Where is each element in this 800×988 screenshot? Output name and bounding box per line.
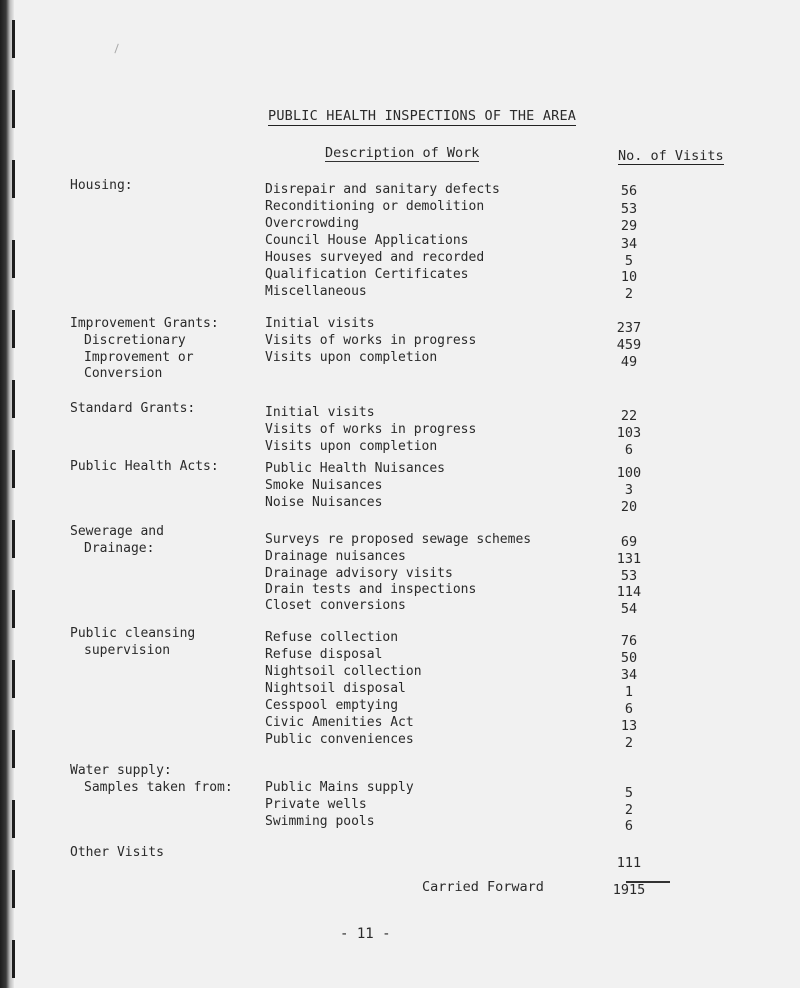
visit-count: 111 bbox=[616, 855, 642, 871]
visit-count: 56 bbox=[620, 183, 638, 199]
binding-edge bbox=[0, 0, 14, 988]
total-label: Carried Forward bbox=[422, 879, 544, 895]
work-description: Drainage advisory visits bbox=[265, 566, 453, 581]
work-description: Private wells bbox=[265, 797, 367, 812]
work-description: Qualification Certificates bbox=[265, 267, 469, 282]
visit-count: 34 bbox=[620, 236, 638, 252]
visit-count: 2 bbox=[624, 286, 634, 302]
visit-count: 29 bbox=[620, 218, 638, 234]
category-label: Public Health Acts: bbox=[70, 459, 219, 474]
work-description: Drain tests and inspections bbox=[265, 582, 477, 597]
work-description: Reconditioning or demolition bbox=[265, 199, 485, 214]
work-description: Overcrowding bbox=[265, 216, 359, 231]
binding-bracket bbox=[6, 870, 15, 908]
visit-count: 3 bbox=[624, 482, 634, 498]
work-description: Public Health Nuisances bbox=[265, 461, 446, 476]
work-description: Visits of works in progress bbox=[265, 333, 477, 348]
category-label: Drainage: bbox=[84, 541, 155, 556]
work-description: Public conveniences bbox=[265, 732, 414, 747]
binding-bracket bbox=[6, 380, 15, 418]
work-description: Closet conversions bbox=[265, 598, 406, 613]
page-number: - 11 - bbox=[340, 926, 391, 942]
category-label: Water supply: bbox=[70, 763, 172, 778]
work-description: Swimming pools bbox=[265, 814, 375, 829]
category-label: Improvement Grants: bbox=[70, 316, 219, 331]
visit-count: 54 bbox=[620, 601, 638, 617]
category-label: Public cleansing bbox=[70, 626, 196, 641]
work-description: Refuse collection bbox=[265, 630, 399, 645]
binding-bracket bbox=[6, 20, 15, 58]
visit-count: 76 bbox=[620, 633, 638, 649]
visit-count: 53 bbox=[620, 201, 638, 217]
category-label: Improvement or bbox=[84, 350, 194, 365]
work-description: Noise Nuisances bbox=[265, 495, 383, 510]
binding-bracket bbox=[6, 590, 15, 628]
work-description: Nightsoil collection bbox=[265, 664, 422, 679]
work-description: Drainage nuisances bbox=[265, 549, 406, 564]
binding-bracket bbox=[6, 310, 15, 348]
work-description: Surveys re proposed sewage schemes bbox=[265, 532, 532, 547]
visit-count: 5 bbox=[624, 785, 634, 801]
work-description: Miscellaneous bbox=[265, 284, 367, 299]
work-description: Cesspool emptying bbox=[265, 698, 399, 713]
category-label: Samples taken from: bbox=[84, 780, 233, 795]
visit-count: 237 bbox=[616, 320, 642, 336]
binding-bracket bbox=[6, 90, 15, 128]
work-description: Visits upon completion bbox=[265, 350, 438, 365]
visit-count: 103 bbox=[616, 425, 642, 441]
binding-bracket bbox=[6, 730, 15, 768]
page-title: PUBLIC HEALTH INSPECTIONS OF THE AREA bbox=[268, 108, 577, 124]
visit-count: 5 bbox=[624, 253, 634, 269]
visit-count: 6 bbox=[624, 442, 634, 458]
visit-count: 131 bbox=[616, 551, 642, 567]
binding-bracket bbox=[6, 160, 15, 198]
visit-count: 34 bbox=[620, 667, 638, 683]
category-label: Other Visits bbox=[70, 845, 164, 860]
visit-count: 6 bbox=[624, 701, 634, 717]
category-label: Sewerage and bbox=[70, 524, 164, 539]
total-value: 1915 bbox=[612, 882, 646, 898]
category-label: supervision bbox=[84, 643, 171, 658]
binding-bracket bbox=[6, 940, 15, 978]
visit-count: 459 bbox=[616, 337, 642, 353]
work-description: Initial visits bbox=[265, 405, 375, 420]
work-description: Council House Applications bbox=[265, 233, 469, 248]
binding-bracket bbox=[6, 240, 15, 278]
column-header-description: Description of Work bbox=[325, 145, 480, 161]
work-description: Houses surveyed and recorded bbox=[265, 250, 485, 265]
visit-count: 13 bbox=[620, 718, 638, 734]
visit-count: 1 bbox=[624, 684, 634, 700]
category-label: Standard Grants: bbox=[70, 401, 196, 416]
work-description: Public Mains supply bbox=[265, 780, 414, 795]
category-label: Housing: bbox=[70, 178, 133, 193]
visit-count: 6 bbox=[624, 818, 634, 834]
work-description: Visits of works in progress bbox=[265, 422, 477, 437]
visit-count: 114 bbox=[616, 584, 642, 600]
visit-count: 69 bbox=[620, 534, 638, 550]
binding-bracket bbox=[6, 800, 15, 838]
work-description: Refuse disposal bbox=[265, 647, 383, 662]
visit-count: 100 bbox=[616, 465, 642, 481]
work-description: Visits upon completion bbox=[265, 439, 438, 454]
visit-count: 2 bbox=[624, 735, 634, 751]
visit-count: 53 bbox=[620, 568, 638, 584]
work-description: Smoke Nuisances bbox=[265, 478, 383, 493]
visit-count: 20 bbox=[620, 499, 638, 515]
work-description: Nightsoil disposal bbox=[265, 681, 406, 696]
visit-count: 2 bbox=[624, 802, 634, 818]
work-description: Civic Amenities Act bbox=[265, 715, 414, 730]
work-description: Disrepair and sanitary defects bbox=[265, 182, 500, 197]
visit-count: 50 bbox=[620, 650, 638, 666]
binding-bracket bbox=[6, 520, 15, 558]
category-label: Conversion bbox=[84, 366, 163, 381]
visit-count: 10 bbox=[620, 269, 638, 285]
work-description: Initial visits bbox=[265, 316, 375, 331]
category-label: Discretionary bbox=[84, 333, 186, 348]
column-header-visits: No. of Visits bbox=[618, 148, 724, 164]
binding-bracket bbox=[6, 660, 15, 698]
binding-bracket bbox=[6, 450, 15, 488]
visit-count: 49 bbox=[620, 354, 638, 370]
pen-mark bbox=[114, 44, 121, 55]
visit-count: 22 bbox=[620, 408, 638, 424]
